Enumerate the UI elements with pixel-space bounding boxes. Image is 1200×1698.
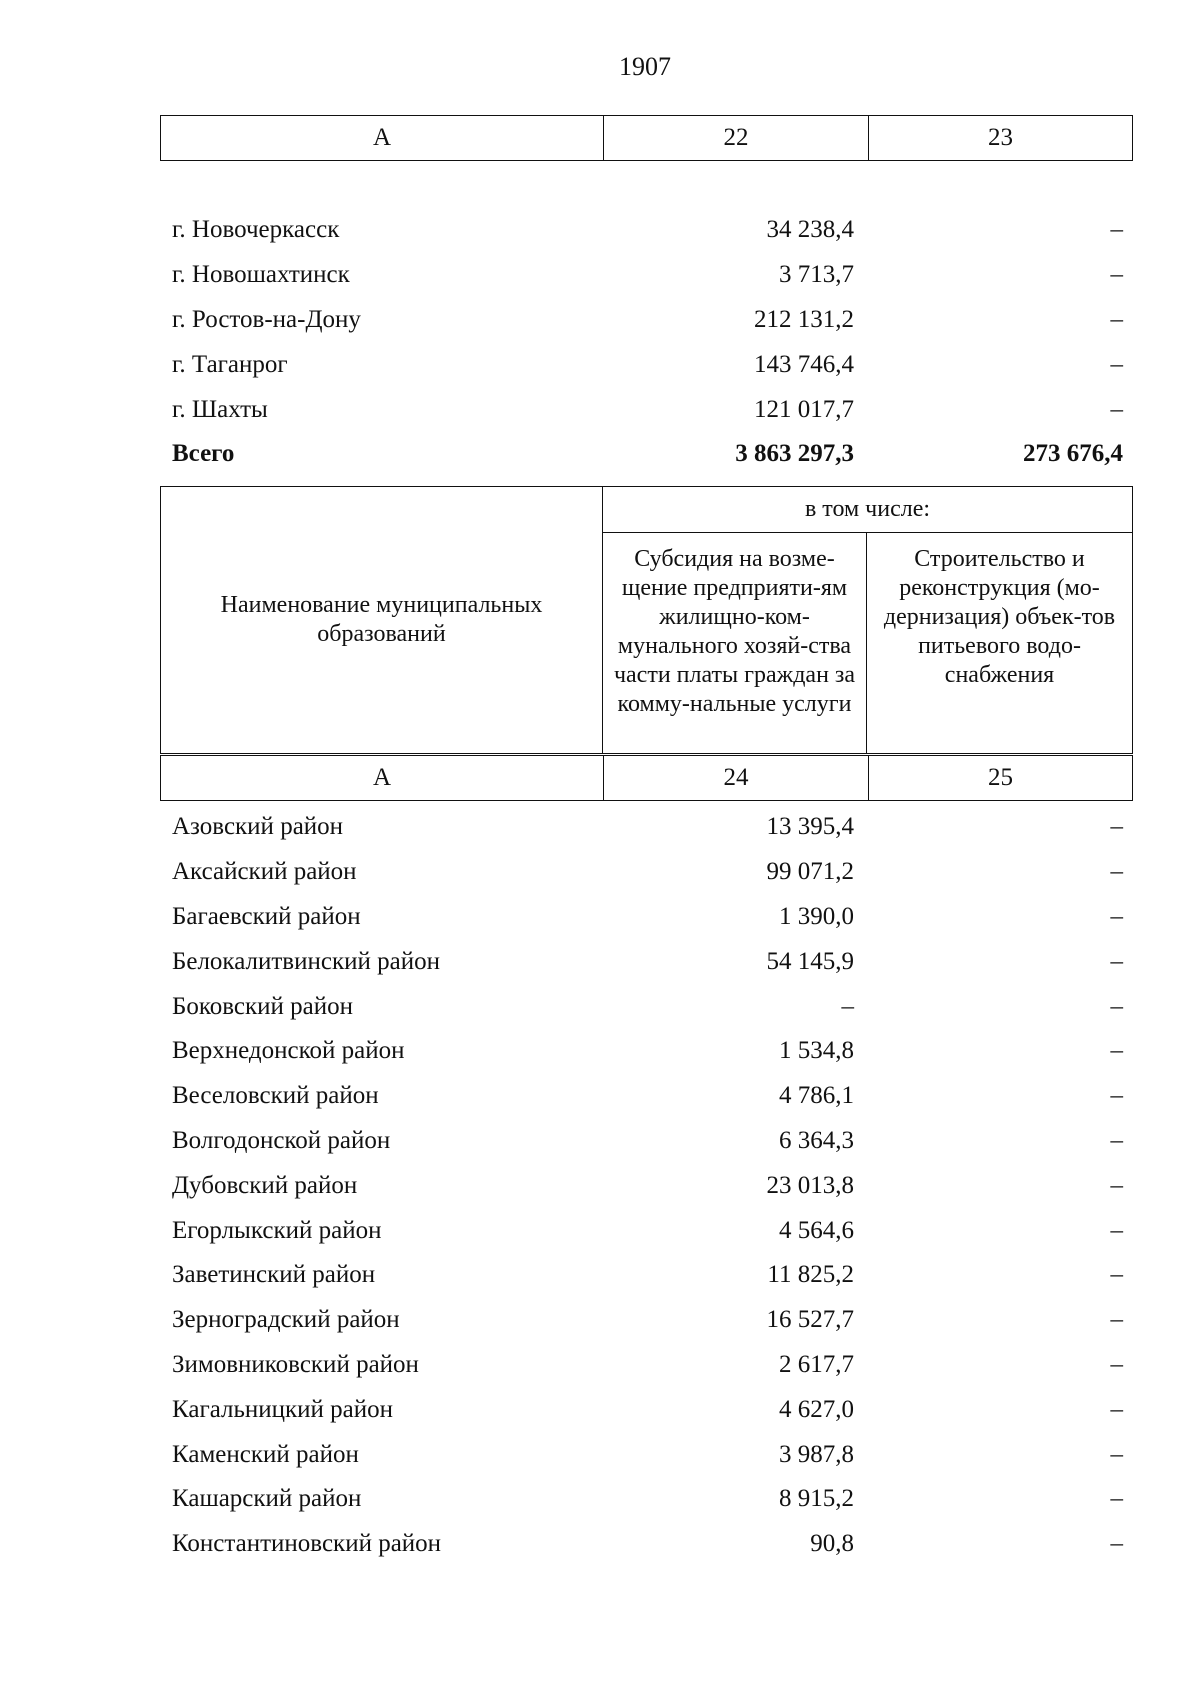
value-24: 16 527,7 [766, 1306, 854, 1334]
value-24: – [841, 992, 854, 1020]
value-24: 1 534,8 [779, 1037, 854, 1065]
table-row [160, 208, 1133, 253]
municipality-column-header: Наименование муниципальных образований [161, 487, 603, 753]
table-row [160, 1074, 1133, 1119]
table-row [160, 1432, 1133, 1477]
value-22: 121 017,7 [754, 395, 854, 423]
municipality-name: Верхнедонской район [172, 1037, 405, 1065]
col-23-header: 23 [988, 124, 1013, 151]
col-24-header: 24 [604, 756, 869, 800]
table-row [160, 1119, 1133, 1164]
including-group [603, 487, 1132, 753]
value-23: – [1110, 395, 1123, 423]
value-25: – [1110, 1440, 1123, 1468]
value-25: – [1110, 1306, 1123, 1334]
table-row [160, 1387, 1133, 1432]
table-row [160, 342, 1133, 387]
table-row [160, 939, 1133, 984]
construction-column-header: Строительство и реконструкция (мо-дернизация) объек-тов питьевого водо-снабжения [883, 546, 1116, 688]
column-index-header-top [160, 115, 1133, 161]
including-label: в том числе: [603, 487, 1132, 533]
municipality-name: Багаевский район [172, 902, 361, 930]
value-24: 99 071,2 [766, 858, 854, 886]
total-label: Всего [172, 440, 235, 468]
municipality-name: Каменский район [172, 1440, 359, 1468]
value-23: – [1110, 216, 1123, 244]
municipality-name: Веселовский район [172, 1082, 379, 1110]
subsidy-column-header: Субсидия на возме-щение предприяти-ям жилищно-ком-мунального хозяй-ства части платы граждан за комму-нальные услуги [603, 533, 867, 753]
column-index-header-bottom [160, 755, 1133, 801]
col-22-header: 22 [604, 116, 869, 160]
table-row [160, 1522, 1133, 1567]
table-row [160, 298, 1133, 343]
municipality-name: Заветинский район [172, 1261, 376, 1289]
value-24: 1 390,0 [779, 902, 854, 930]
municipality-name: Азовский район [172, 813, 344, 841]
table-row [160, 1253, 1133, 1298]
value-24: 4 786,1 [779, 1082, 854, 1110]
value-25: – [1110, 1126, 1123, 1154]
municipality-name: г. Новошахтинск [172, 261, 350, 289]
sub-headers [603, 533, 1132, 753]
table-row [160, 1298, 1133, 1343]
table-row [160, 1477, 1133, 1522]
value-25: – [1110, 1485, 1123, 1513]
value-24: 90,8 [810, 1530, 854, 1558]
table-row [160, 805, 1133, 850]
municipality-name: Константиновский район [172, 1530, 442, 1558]
value-22: 34 238,4 [766, 216, 854, 244]
municipality-name: Боковский район [172, 992, 353, 1020]
value-24: 54 145,9 [766, 947, 854, 975]
value-24: 2 617,7 [779, 1350, 854, 1378]
value-23: – [1110, 305, 1123, 333]
value-22: 3 713,7 [779, 261, 854, 289]
value-25: – [1110, 1530, 1123, 1558]
value-24: 11 825,2 [767, 1261, 854, 1289]
municipality-name: Кагальницкий район [172, 1395, 394, 1423]
total-row [160, 432, 1133, 477]
table-header-block [160, 486, 1133, 754]
value-24: 3 987,8 [779, 1440, 854, 1468]
value-24: 6 364,3 [779, 1126, 854, 1154]
value-22: 212 131,2 [754, 305, 854, 333]
value-25: – [1110, 858, 1123, 886]
municipality-name: Дубовский район [172, 1171, 358, 1199]
table-rows-top [160, 208, 1133, 477]
municipality-name: Белокалитвинский район [172, 947, 440, 975]
value-25: – [1110, 1171, 1123, 1199]
value-25: – [1110, 1395, 1123, 1423]
table-row [160, 1029, 1133, 1074]
value-25: – [1110, 902, 1123, 930]
municipality-name: Волгодонской район [172, 1126, 391, 1154]
total-value-23: 273 676,4 [1023, 440, 1123, 468]
table-row [160, 1208, 1133, 1253]
value-25: – [1110, 1037, 1123, 1065]
value-23: – [1110, 261, 1123, 289]
page-number: 1907 [619, 52, 671, 81]
value-24: 4 564,6 [779, 1216, 854, 1244]
value-22: 143 746,4 [754, 350, 854, 378]
municipality-name: Аксайский район [172, 858, 357, 886]
col-a-header: А [161, 116, 604, 160]
table-row [160, 895, 1133, 940]
municipality-name: г. Таганрог [172, 350, 288, 378]
municipality-name: Зерноградский район [172, 1306, 400, 1334]
table-row [160, 1343, 1133, 1388]
municipality-name: г. Ростов-на-Дону [172, 305, 361, 333]
value-25: – [1110, 1216, 1123, 1244]
table-row [160, 387, 1133, 432]
value-25: – [1110, 992, 1123, 1020]
table-row [160, 253, 1133, 298]
value-25: – [1110, 813, 1123, 841]
value-25: – [1110, 1350, 1123, 1378]
value-24: 23 013,8 [766, 1171, 854, 1199]
value-25: – [1110, 947, 1123, 975]
table-row [160, 1163, 1133, 1208]
municipality-name: г. Шахты [172, 395, 268, 423]
value-25: – [1110, 1261, 1123, 1289]
municipality-name: Кашарский район [172, 1485, 362, 1513]
municipality-name: Егорлыкский район [172, 1216, 382, 1244]
value-24: 8 915,2 [779, 1485, 854, 1513]
municipality-name: г. Новочеркасск [172, 216, 340, 244]
value-25: – [1110, 1082, 1123, 1110]
col-25-header: 25 [988, 764, 1013, 791]
municipality-name: Зимовниковский район [172, 1350, 419, 1378]
table-rows-bottom [160, 805, 1133, 1567]
value-24: 4 627,0 [779, 1395, 854, 1423]
col-a-header: А [161, 756, 604, 800]
value-23: – [1110, 350, 1123, 378]
table-row [160, 850, 1133, 895]
total-value-22: 3 863 297,3 [735, 440, 854, 468]
table-row [160, 984, 1133, 1029]
value-24: 13 395,4 [766, 813, 854, 841]
